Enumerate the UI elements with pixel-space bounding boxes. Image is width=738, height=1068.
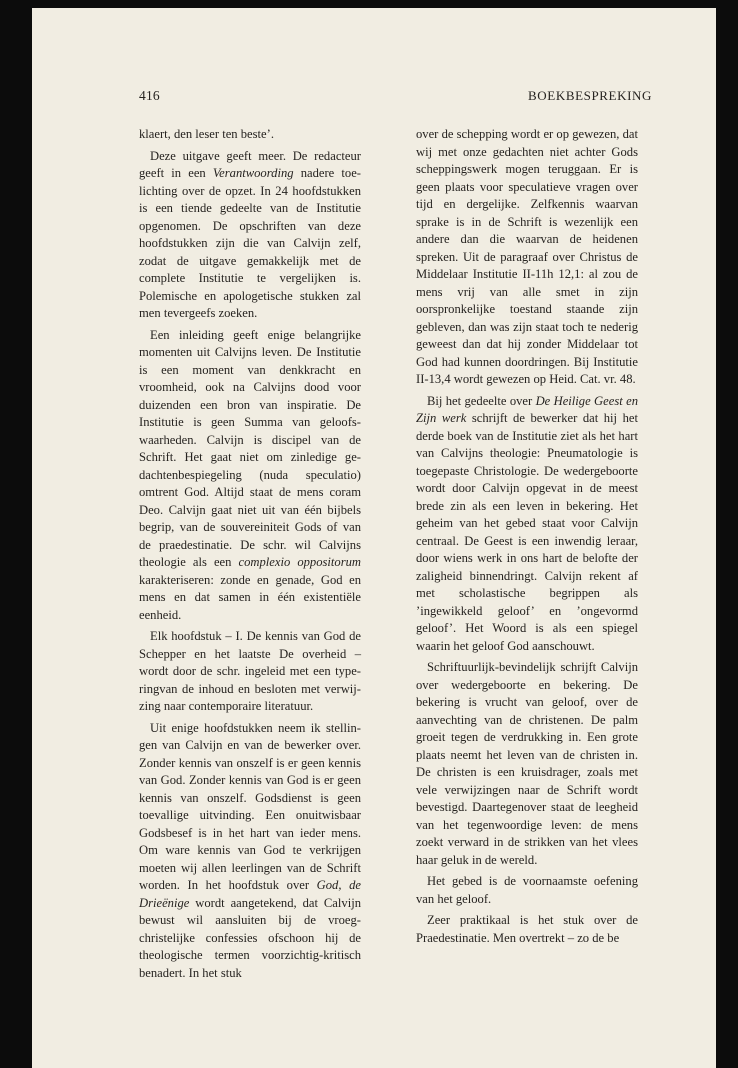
- italic-run: God, de Drieënige: [139, 878, 361, 910]
- paragraph: [416, 126, 638, 389]
- paragraph: [416, 912, 638, 947]
- text-run: schrijft de bewerker dat hij het derde boek van de Institutie ziet als het hart van Calvijns theologie: Pneumatologie is toegepaste Christologie. De wedergeboorte wordt door Calvijn opgevat in de meest brede zin als een leven in bekering. Het geheim van het gebed staat voor Calvijn centraal. De Geest is een inwendig leraar, door wiens werk in ons hart de belofte der zaligheid binnendringt. Calvijn rekent af met scholastische begrippen als ’ingewikkeld geloof’ en ’ongevormd geloof’. Het Woord is als een spiegel waarin het geloof God aanschouwt.: [416, 411, 638, 653]
- italic-run: Verantwoording: [212, 166, 294, 180]
- page-number: 416: [139, 88, 160, 103]
- text-run: wordt aangetekend, dat Calvijn bewust wil aansluiten bij de vroeg-christelijke confessies ofschoon hij de theologische termen voorzichtig-kritisch benadert. In het stuk: [139, 895, 361, 980]
- text-run: karakteriseren: zonde en genade, God en mens en dat samen in één existentiële eenheid.: [139, 572, 361, 622]
- paragraph: [139, 148, 361, 323]
- text-run: Elk hoofdstuk – I. De kennis van God de Schepper en het laatste De overheid – wordt door de schr. ingeleid met een typeringvan de inhoud en besloten met verwijzing naar contemporaire literatuur.: [139, 629, 361, 713]
- paragraph: [416, 393, 638, 656]
- paragraph: [416, 873, 638, 908]
- left-text-column: [139, 126, 361, 986]
- paragraph: [139, 327, 361, 625]
- text-run: Bij het gedeelte over: [427, 393, 536, 408]
- paragraph: [139, 720, 361, 983]
- text-run: klaert, den leser ten beste’.: [139, 127, 274, 141]
- text-run: nadere toelichting over de opzet. In 24 hoofdstukken is een tiende gedeelte van de Institutie opgenomen. De opschriften van deze hoofdstukken zijn die van Calvijn zelf, zodat de uitgave gemakkelijk met de complete Institutie te vergelijken is. Polemische en apologetische stukken zal men tevergeefs zoeken.: [139, 166, 361, 320]
- text-run: Uit enige hoofdstukken neem ik stellingen van Calvijn en van de bewerker over. Zonder kennis van onszelf is er geen kennis van God. Zonder kennis van God is er geen kennis van onszelf. Godsdienst is geen toevallige uitvinding. Een onuitwisbaar Godsbesef is in het hart van ieder mens. Om ware kennis van God te verkrijgen moeten wij allen leerlingen van de Schrift worden. In het hoofdstuk over: [139, 720, 361, 892]
- text-run: Deze uitgave geeft meer. De redacteur geeft in een: [139, 148, 361, 180]
- text-run: Een inleiding geeft enige belangrijke momenten uit Calvijns leven. De Institutie is een moment van denkkracht en vroomheid, ook na Calvijns dood voor duizenden een bron van inspiratie. De Institutie is geen Summa van geloofswaarheden. Calvijn is discipel van de Schrift. Het gaat niet om zinledige gedachtenbespiegeling (nuda speculatio) omtrent God. Altijd staat de mens coram Deo. Calvijn gaat niet uit van één bijbels begrip, van de souvereiniteit Gods of van de praedestinatie. De schr. wil Calvijns theologie als een: [139, 327, 361, 569]
- text-run: over de schepping wordt er op gewezen, dat wij met onze gedachten niet achter Gods scheppingswerk mogen teruggaan. Er is geen plaats voor speculatieve vragen over tijd en dergelijke. Zelfkennis waarvan sprake is in de Schrift is wezenlijk een andere dan die waarvan de heidenen spreken. Uit de paragraaf over Christus de Middelaar Institutie II-11h 12,1: al zou de mens vrij van alle smet in zijn oorspronkelijke toestand staande zijn gebleven, dan was zijn staat toch te nederig geweest dan dat hij zonder Middelaar tot God had kunnen doordringen. Bij Institutie II-13,4 wordt gewezen op Heid. Cat. vr. 48.: [416, 127, 638, 386]
- paragraph: [139, 628, 361, 716]
- paragraph: [139, 126, 361, 144]
- right-text-column: [416, 126, 638, 951]
- text-run: Het gebed is de voornaamste oefening van het geloof.: [416, 874, 638, 906]
- italic-run: De Heilige Geest en Zijn werk: [416, 393, 638, 425]
- text-run: Zeer praktikaal is het stuk over de Praedestinatie. Men overtrekt – zo de be: [416, 913, 638, 945]
- paragraph: [416, 659, 638, 869]
- italic-run: complexio oppositorum: [238, 555, 362, 569]
- text-run: Schriftuurlijk-bevindelijk schrijft Calvijn over wedergeboorte en bekering. De bekering is vrucht van geloof, over de aanvechting van de christenen. De palm groeit tegen de verdrukking in. Een grote plaats neemt het leven van de christen in. De christen is een kruisdrager, zoals met vele verwijzingen naar de Schrift wordt bevestigd. Daartegenover staat de leegheid van het tegenwoordige leven: de mens zoekt verward in de strikken van het vlees haar geluk in de wereld.: [416, 660, 638, 867]
- running-head: BOEKBESPREKING: [528, 88, 652, 103]
- book-page: [32, 8, 716, 1068]
